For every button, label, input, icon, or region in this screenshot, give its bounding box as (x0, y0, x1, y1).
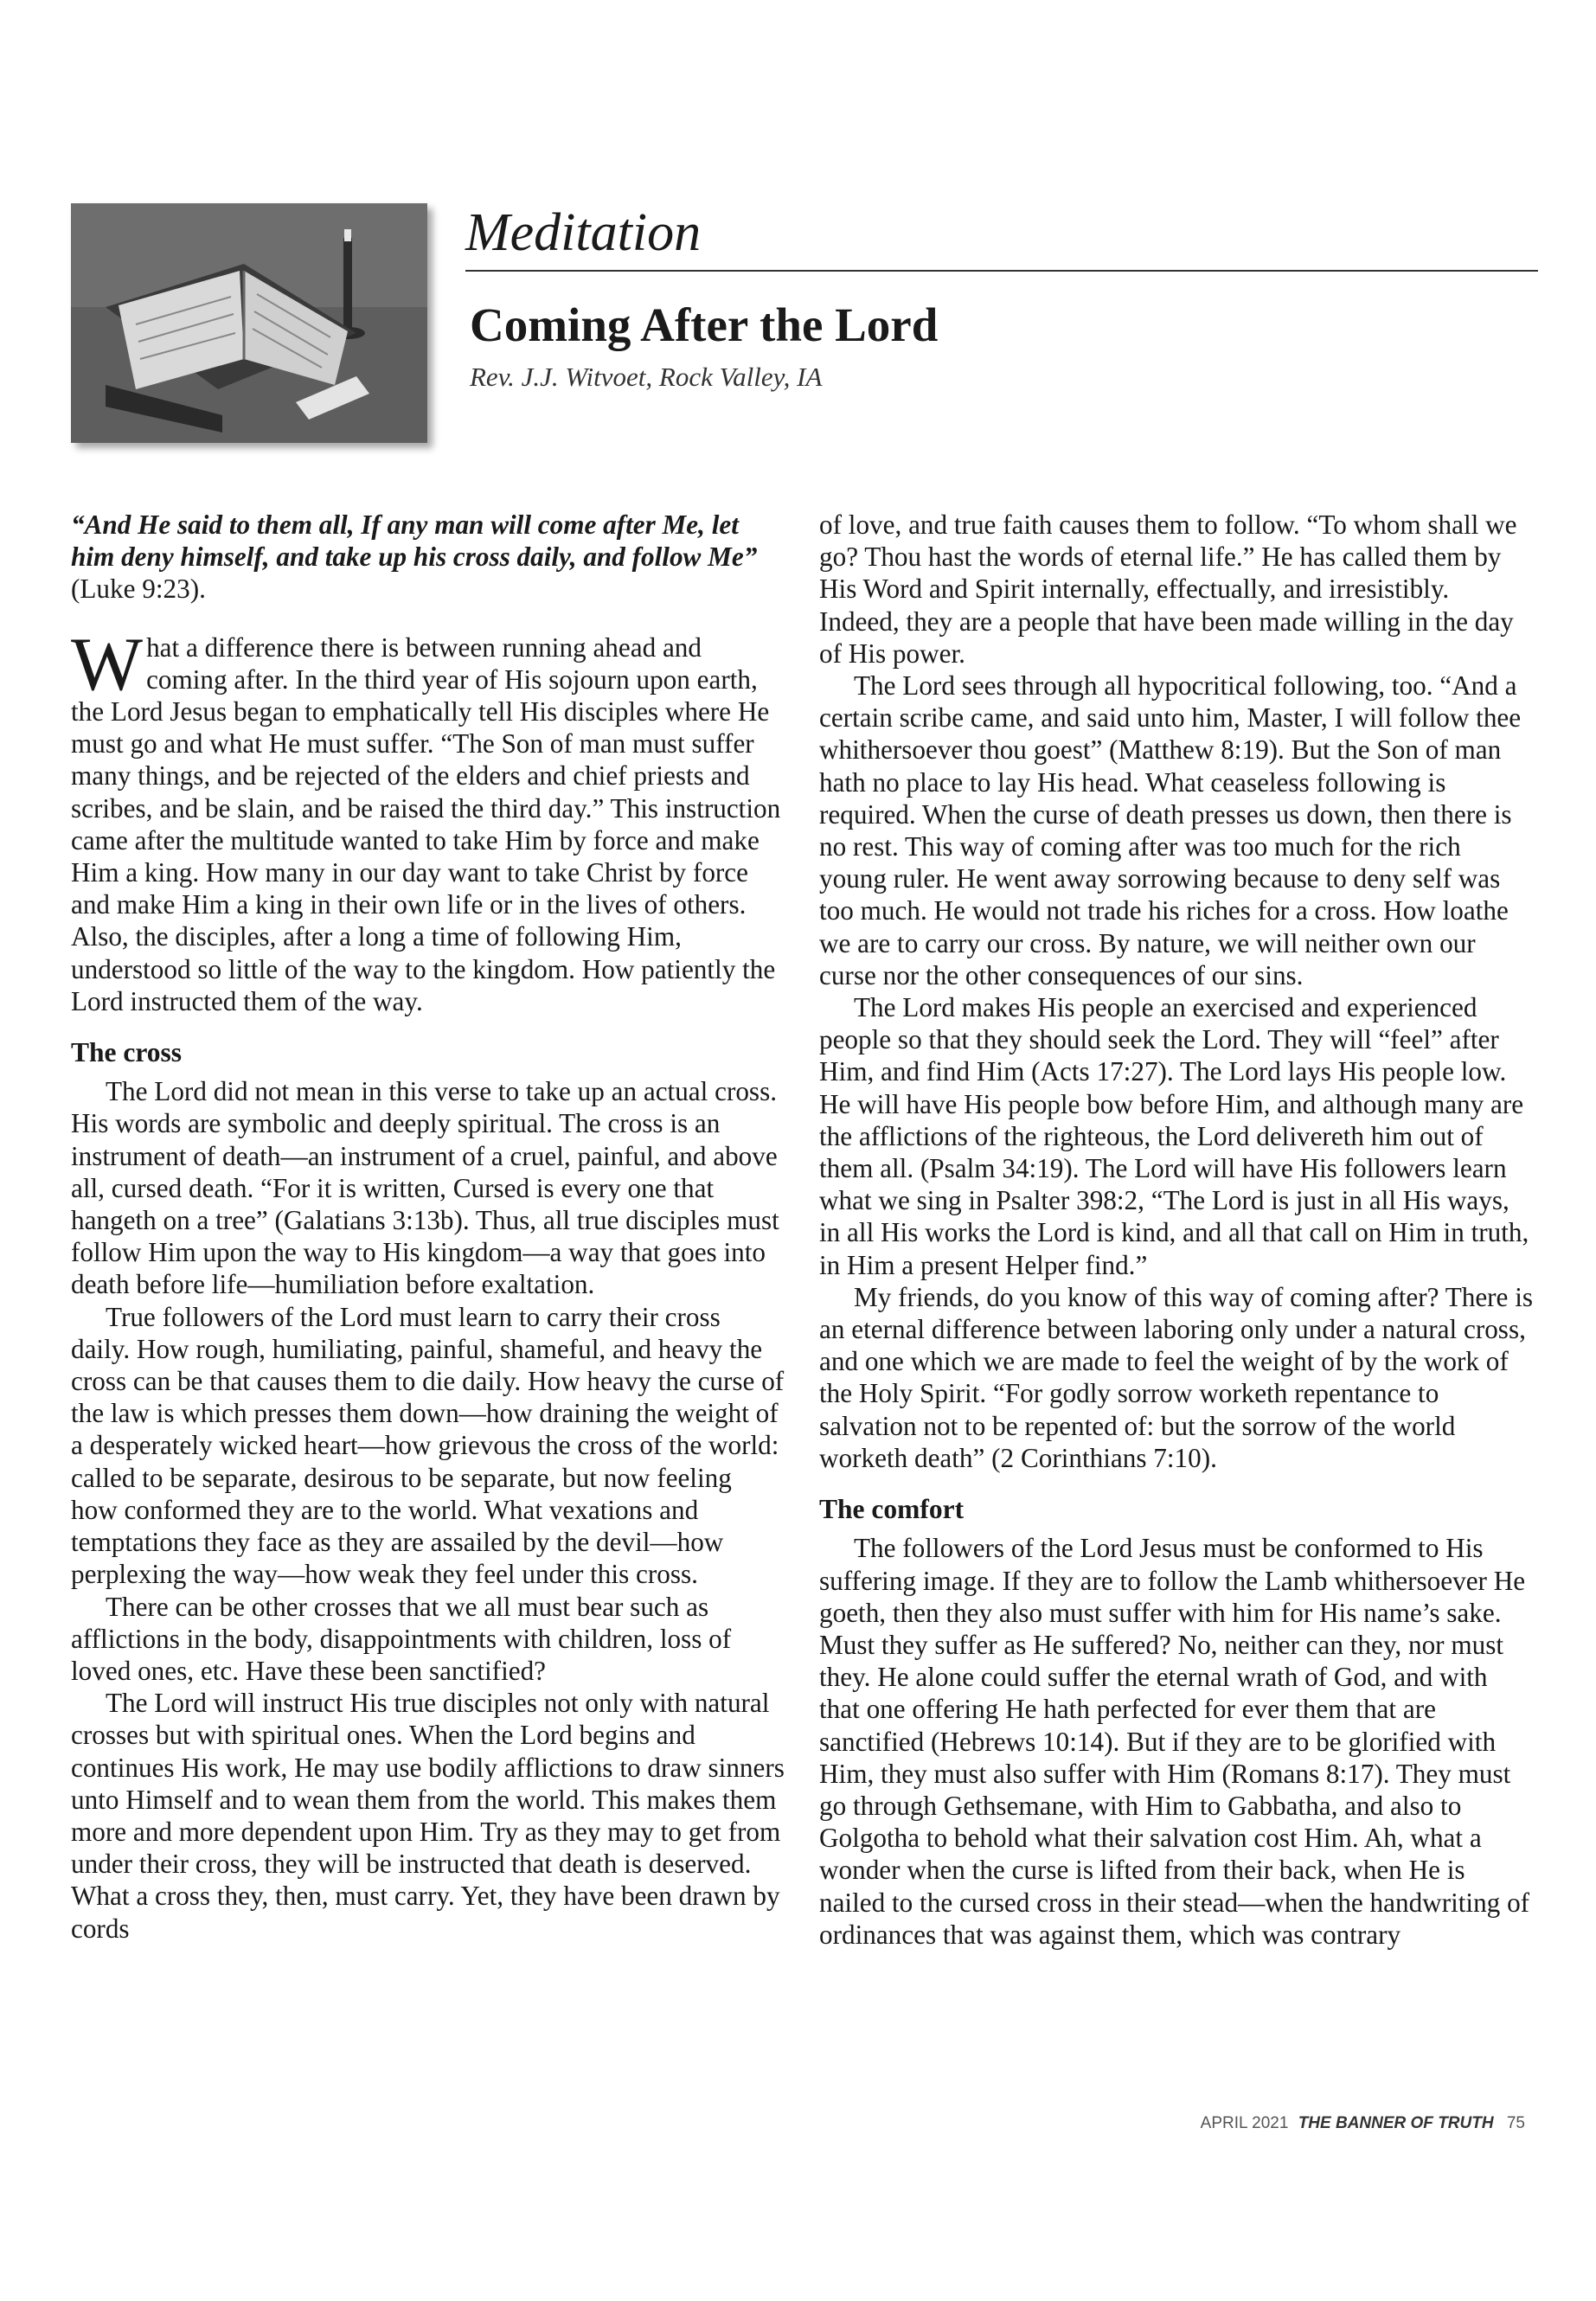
body-paragraph: The followers of the Lord Jesus must be conformed to His suffering image. If they are to follow the Lamb whithersoever He goeth, then they also must suffer with him for His name’s sake. Must they suffer as He suffered? No, neither can they, nor must they. He alone could suffer the eternal wrath of God, and with that one offering He hath perfected for ever them that are sanctified (Hebrews 10:14). But if they are to be glorified with Him, they must also suffer with Him (Romans 8:17). They must go through Gethsemane, with Him to Gabbatha, and also to Golgotha to behold what their salvation cost Him. Ah, what a wonder when the curse is lifted from their back, when He is nailed to the cursed cross in their stead—when the handwriting of ordinances that was against them, which was contrary (819, 1533, 1530, 1950)
page-number: 75 (1506, 2114, 1525, 2132)
section-label: Meditation (465, 203, 702, 262)
epigraph (71, 509, 785, 606)
body-paragraph: There can be other crosses that we all must bear such as afflictions in the body, disappointments with children, loss of loved ones, etc. Have these been sanctified? (71, 1591, 732, 1686)
body-paragraph: The Lord did not mean in this verse to take up an actual cross. His words are symbolic and deeply spiritual. The cross is an instrument of death—an instrument of a cruel, painful, and above all, cursed death. “For it is written, Cursed is every one that hangeth on a tree” (Galatians 3:13b). Thus, all true disciples must follow Him upon the way to His kingdom—a way that goes into death before life—humiliation before exaltation. (71, 1076, 779, 1300)
right-column (819, 509, 1533, 1951)
publication-name: THE BANNER OF TRUTH (1298, 2114, 1494, 2132)
article-title: Coming After the Lord (470, 298, 939, 351)
page-footer (1201, 2114, 1525, 2133)
body-paragraph: My friends, do you know of this way of coming after? There is an eternal difference between laboring only under a natural cross, and one which we are made to feel the weight of by the work of the Holy Spirit. “For godly sorrow worketh repentance to salvation not to be repented of: but the sorrow of the world worketh death” (2 Corinthians 7:10). (819, 1281, 1534, 1473)
subhead-the-comfort: The comfort (819, 1494, 965, 1525)
header-rule (465, 270, 1538, 272)
bible-illustration (71, 203, 427, 443)
author-byline: Rev. J.J. Witvoet, Rock Valley, IA (470, 362, 823, 392)
body-paragraph: The Lord sees through all hypocritical following, too. “And a certain scribe came, and said unto him, Master, I will follow thee whithersoever thou goest” (Matthew 8:19). But the Son of man hath no place to lay His head. What ceaseless following is required. When the curse of death presses us down, then there is no rest. This way of coming after was too much for the rich young ruler. He went away sorrowing because to deny self was too much. He would not trade his riches for a cross. How loathe we are to carry our cross. By nature, we will neither own our curse nor the other consequences of our sins. (819, 670, 1522, 990)
epigraph-quote: “And He said to them all, If any man will come after Me, let him deny himself, and take up his cross daily, and follow Me” (71, 510, 758, 573)
epigraph-reference: (Luke 9:23). (71, 574, 206, 605)
open-bible-icon (71, 203, 427, 443)
body-paragraph: The Lord makes His people an exercised and experienced people so that they should seek the Lord. They will “feel” after Him, and find Him (Acts 17:27). The Lord lays His people low. He will have His people bow before Him, and although many are the afflictions of the righteous, the Lord delivereth him out of them all. (Psalm 34:19). The Lord will have His followers learn what we sing in Psalter 398:2, “The Lord is just in all His ways, in all His works the Lord is kind, and all that call on Him in truth, in Him a present Helper find.” (819, 992, 1529, 1280)
body-paragraph: The Lord will instruct His true disciples not only with natural crosses but with spiritual ones. When the Lord begins and continues His work, He may use bodily afflictions to draw sinners unto Himself and to wean them from the world. This makes them more and more dependent upon Him. Try as they may to get from under their cross, they will be instructed that death is deserved. What a cross they, then, must carry. Yet, they have been drawn by cords (71, 1688, 785, 1944)
body-paragraph: True followers of the Lord must learn to carry their cross daily. How rough, humiliating, painful, shameful, and heavy the cross can be that causes them to die daily. How heavy the curse of the law is which presses them down—how draining the weight of a desperately wicked heart—how grievous the cross of the world: called to be separate, desirous to be separate, but now feeling how conformed they are to the world. What vexations and temptations they face as they are assailed by the devil—how perplexing the way—how weak they feel under this cross. (71, 1301, 785, 1590)
intro-paragraph: What a difference there is between running ahead and coming after. In the third year of His sojourn upon earth, the Lord Jesus began to emphatically tell His disciples where He must go and what He must suffer. “The Son of man must suffer many things, and be rejected of the elders and chief priests and scribes, and be slain, and be raised the third day.” This instruction came after the multitude wanted to take Him by force and make Him a king. How many in our day want to take Christ by force and make Him a king in their own life or in the lives of others. Also, the disciples, after a long a time of following Him, understood so little of the way to the kingdom. How patiently the Lord instructed them of the way. (71, 622, 781, 1016)
left-column (71, 509, 785, 1945)
issue-date: APRIL 2021 (1200, 2114, 1289, 2132)
subhead-the-cross: The cross (71, 1037, 183, 1068)
body-paragraph: of love, and true faith causes them to follow. “To whom shall we go? Thou hast the words of eternal life.” He has called them by His Word and Spirit internally, effectually, and irresistibly. Indeed, they are a people that have been made willing in the day of His power. (819, 510, 1517, 669)
